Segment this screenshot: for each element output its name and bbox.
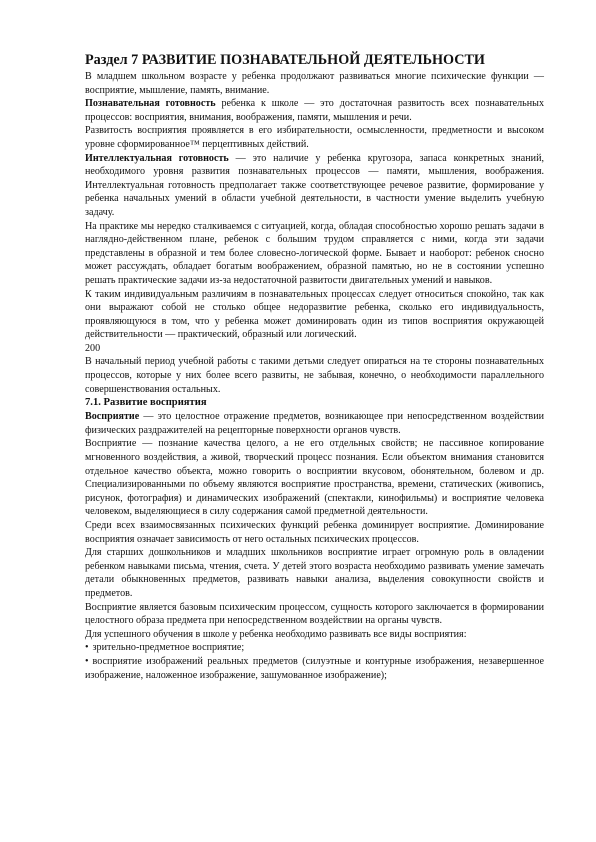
paragraph-text: — это наличие у ребенка кругозора, запаса конкретных знаний, необходимого уровня развития познавательных процессов — памяти, мышления, воображения. Интеллектуальная готовность предполагает также соответствующее речевое развитие, формирование у ребенка начальных умений в области учебной деятельности, в частности умение выделить учебную задачу. xyxy=(85,152,544,218)
term-perception: Восприятие xyxy=(85,411,140,423)
paragraph-intro: В младшем школьном возрасте у ребенка продолжают развиваться многие психические функции — восприятие, мышление, память, внимание. xyxy=(85,71,544,96)
paragraph-perception-cognition: Восприятие — познание качества целого, а не его отдельных свойств; не пассивное копирование мгновенного воздействия, а живой, творческий процесс познания. Если объектом внимания становится отдельное качество объекта, можно говорить о восприятии вкусовом, обонятельном, болевом и др. Специализированными по объему являются восприятие пространства, времени, статических (живопись, рисунок, фотография) и динамических изображений (спектакли, кинофильмы) и восприятие человека человеком, выделяющиеся в силу содержания самой предметной деятельности. xyxy=(85,438,544,518)
list-item xyxy=(85,641,544,655)
paragraph-individual-differences: К таким индивидуальным различиям в познавательных процессах следует относиться спокойно, так как они выражают собой не столько общее недоразвитие ребенка, сколько его индивидуальность, проявляющуюся в том, что у ребенка может доминировать один из типов восприятия окружающей действительности — практический, образный или логический. xyxy=(85,288,544,341)
term-cognitive-readiness: Познавательная готовность xyxy=(85,98,216,110)
term-intellectual-readiness: Интеллектуальная готовность xyxy=(85,152,229,164)
paragraph-older-preschoolers: Для старших дошкольников и младших школьников восприятие играет огромную роль в овладении ребенком навыками письма, чтения, счета. У детей этого возраста необходимо развивать умение замечать детали обыкновенных предметов, развивать навыки анализа, выделения совокупности свойств и предметов. xyxy=(85,547,544,599)
paragraph-practice: На практике мы нередко сталкиваемся с ситуацией, когда, обладая способностью хорошо решать задачи в наглядно-действенном плане, ребенок с большим трудом справляется с ними, когда эти задачи представлены в образной и тем более словесно-логической форме. Бывает и наоборот: ребенок сносно может рассуждать, обладает богатым воображением, образной памятью, но не в состоянии успешно решать практические задачи из-за недостаточной развитости двигательных умений и навыков. xyxy=(85,220,544,286)
page-number: 200 xyxy=(85,342,101,354)
bullet-mark: • xyxy=(85,642,89,654)
list-item-text: восприятие изображений реальных предметов (силуэтные и контурные изображения, незавершенное изображение, наложенное изображение, зашумованное изображение); xyxy=(85,655,544,681)
bullet-mark: • xyxy=(85,655,89,667)
paragraph-cognitive-readiness xyxy=(85,97,544,124)
section-heading: 7.1. Развитие восприятия xyxy=(85,397,207,409)
list-item-text: зрительно-предметное восприятие; xyxy=(92,642,245,654)
paragraph-basic-process: Восприятие является базовым психическим процессом, сущность которого заключается в формировании целостного образа предмета при непосредственном воздействии на органы чувств. xyxy=(85,601,544,627)
paragraph-intellectual-readiness xyxy=(85,152,544,220)
list-item xyxy=(85,655,544,682)
paragraph-perception-development: Развитость восприятия проявляется в его избирательности, осмысленности, предметности и высоком уровне сформированное™ перцептивных действий. xyxy=(85,125,544,150)
paragraph-perception-dominance: Среди всех взаимосвязанных психических функций ребенка доминирует восприятие. Доминирование восприятия означает зависимость от него остальных психических процессов. xyxy=(85,520,544,545)
paragraph-perception-definition xyxy=(85,410,544,437)
paragraph-types-intro: Для успешного обучения в школе у ребенка необходимо развивать все виды восприятия: xyxy=(85,628,467,640)
paragraph-initial-period: В начальный период учебной работы с такими детьми следует опираться на те стороны познавательных процессов, которые у них более всего развиты, не забывая, конечно, о необходимости параллельного совершенствования остальных. xyxy=(85,356,544,395)
chapter-title: Раздел 7 РАЗВИТИЕ ПОЗНАВАТЕЛЬНОЙ ДЕЯТЕЛЬНОСТИ xyxy=(85,52,485,68)
paragraph-text: — это целостное отражение предметов, возникающее при непосредственном воздействии физических раздражителей на рецепторные поверхности органов чувств. xyxy=(85,411,544,436)
paragraph-text: ребенка к школе — это достаточная развитость всех познавательных процессов: восприятия, внимания, воображения, памяти, мышления и речи. xyxy=(85,98,544,123)
